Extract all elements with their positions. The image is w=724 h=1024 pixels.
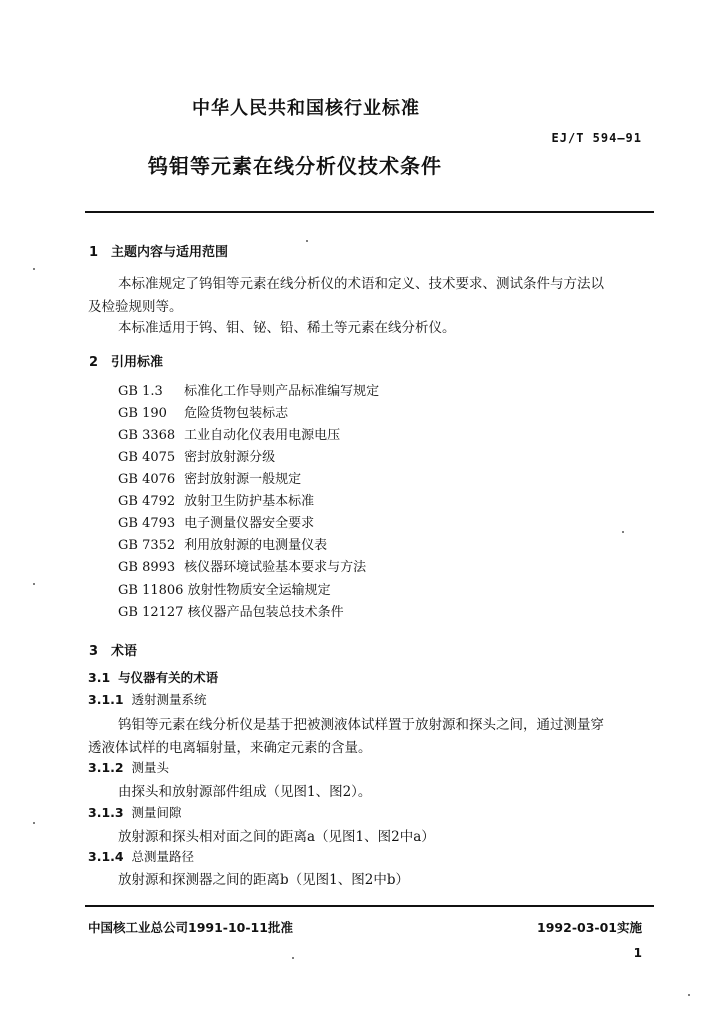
subsection-3-1-2-heading bbox=[88, 758, 169, 776]
standard-category: 中华人民共和国核行业标准 bbox=[192, 98, 420, 119]
approval-line: 中国核工业总公司1991-10-11批准 bbox=[88, 920, 293, 935]
reference-title: 核仪器产品包装总技术条件 bbox=[187, 605, 344, 620]
reference-title: 危险货物包装标志 bbox=[184, 406, 289, 421]
reference-title: 放射卫生防护基本标准 bbox=[184, 494, 315, 509]
section-2-heading bbox=[89, 351, 163, 370]
reference-code: GB 4076 bbox=[118, 472, 176, 487]
effective-date: 1992-03-01实施 bbox=[537, 920, 642, 935]
subsection-3-1-4-text: 放射源和探测器之间的距离b（见图1、图2中b） bbox=[118, 872, 409, 888]
reference-code: GB 4792 bbox=[118, 494, 176, 509]
reference-item bbox=[118, 446, 275, 465]
scan-speck bbox=[292, 957, 294, 959]
section-1-heading bbox=[89, 241, 228, 260]
reference-code: GB 190 bbox=[118, 406, 167, 421]
reference-code: GB 11806 bbox=[118, 583, 184, 598]
reference-item bbox=[118, 402, 288, 421]
section-1-paragraph-1-line-2: 及检验规则等。 bbox=[88, 299, 183, 315]
footer-rule bbox=[85, 905, 654, 907]
subsection-number: 3.1.4 bbox=[88, 849, 124, 864]
section-1-paragraph-2: 本标准适用于钨、钼、铋、铅、稀土等元素在线分析仪。 bbox=[118, 320, 456, 336]
section-title: 术语 bbox=[111, 644, 138, 659]
subsection-title: 测量间隙 bbox=[131, 805, 182, 820]
section-3-heading bbox=[89, 640, 137, 659]
subsection-number: 3.1.1 bbox=[88, 692, 124, 707]
section-title: 引用标准 bbox=[111, 355, 164, 370]
subsection-3-1-2-text: 由探头和放射源部件组成（见图1、图2）。 bbox=[118, 784, 372, 800]
scan-speck bbox=[622, 531, 624, 533]
subsection-title: 总测量路径 bbox=[131, 849, 195, 864]
reference-code: GB 3368 bbox=[118, 428, 176, 443]
section-title: 主题内容与适用范围 bbox=[111, 245, 229, 260]
scan-speck bbox=[33, 268, 35, 270]
subsection-title: 与仪器有关的术语 bbox=[118, 670, 219, 685]
scan-speck bbox=[688, 994, 690, 996]
scan-speck bbox=[33, 822, 35, 824]
subsection-3-1-3-heading bbox=[88, 803, 182, 821]
section-number: 1 bbox=[89, 245, 99, 260]
scan-speck bbox=[33, 583, 35, 585]
reference-title: 电子测量仪器安全要求 bbox=[184, 516, 315, 531]
reference-code: GB 4793 bbox=[118, 516, 176, 531]
reference-item bbox=[118, 380, 379, 399]
reference-title: 密封放射源一般规定 bbox=[184, 472, 302, 487]
reference-item bbox=[118, 534, 327, 553]
reference-code: GB 12127 bbox=[118, 605, 184, 620]
reference-item bbox=[118, 556, 366, 575]
section-1-paragraph-1-line-1: 本标准规定了钨钼等元素在线分析仪的术语和定义、技术要求、测试条件与方法以 bbox=[118, 276, 604, 292]
header-rule bbox=[85, 211, 654, 213]
reference-item bbox=[118, 424, 340, 443]
reference-title: 密封放射源分级 bbox=[184, 450, 276, 465]
subsection-number: 3.1 bbox=[88, 670, 111, 685]
subsection-3-1-3-text: 放射源和探头相对面之间的距离a（见图1、图2中a） bbox=[118, 829, 435, 845]
subsection-3-1-1-heading bbox=[88, 690, 207, 708]
reference-code: GB 1.3 bbox=[118, 384, 163, 399]
reference-item bbox=[118, 579, 331, 598]
reference-item bbox=[118, 468, 301, 487]
subsection-3-1-1-text-line-1: 钨钼等元素在线分析仪是基于把被测液体试样置于放射源和探头之间，通过测量穿 bbox=[118, 717, 604, 733]
subsection-3-1-1-text-line-2: 透液体试样的电离辐射量，来确定元素的含量。 bbox=[88, 740, 372, 756]
reference-item bbox=[118, 490, 314, 509]
page-number: 1 bbox=[633, 946, 642, 960]
reference-code: GB 8993 bbox=[118, 560, 176, 575]
subsection-number: 3.1.2 bbox=[88, 760, 124, 775]
subsection-number: 3.1.3 bbox=[88, 805, 124, 820]
reference-title: 标准化工作导则产品标准编写规定 bbox=[184, 384, 380, 399]
section-number: 3 bbox=[89, 644, 99, 659]
reference-title: 核仪器环境试验基本要求与方法 bbox=[184, 560, 367, 575]
reference-code: GB 4075 bbox=[118, 450, 176, 465]
subsection-title: 测量头 bbox=[131, 760, 170, 775]
document-title: 钨钼等元素在线分析仪技术条件 bbox=[148, 154, 442, 178]
standard-code: EJ/T 594—91 bbox=[551, 131, 642, 145]
reference-item bbox=[118, 512, 314, 531]
subsection-3-1-4-heading bbox=[88, 847, 194, 865]
reference-title: 利用放射源的电测量仪表 bbox=[184, 538, 328, 553]
reference-title: 放射性物质安全运输规定 bbox=[187, 583, 331, 598]
reference-code: GB 7352 bbox=[118, 538, 176, 553]
reference-item bbox=[118, 601, 344, 620]
section-number: 2 bbox=[89, 355, 99, 370]
scan-speck bbox=[306, 240, 308, 242]
reference-title: 工业自动化仪表用电源电压 bbox=[184, 428, 341, 443]
subsection-title: 透射测量系统 bbox=[131, 692, 207, 707]
subsection-3-1-heading bbox=[88, 668, 218, 686]
